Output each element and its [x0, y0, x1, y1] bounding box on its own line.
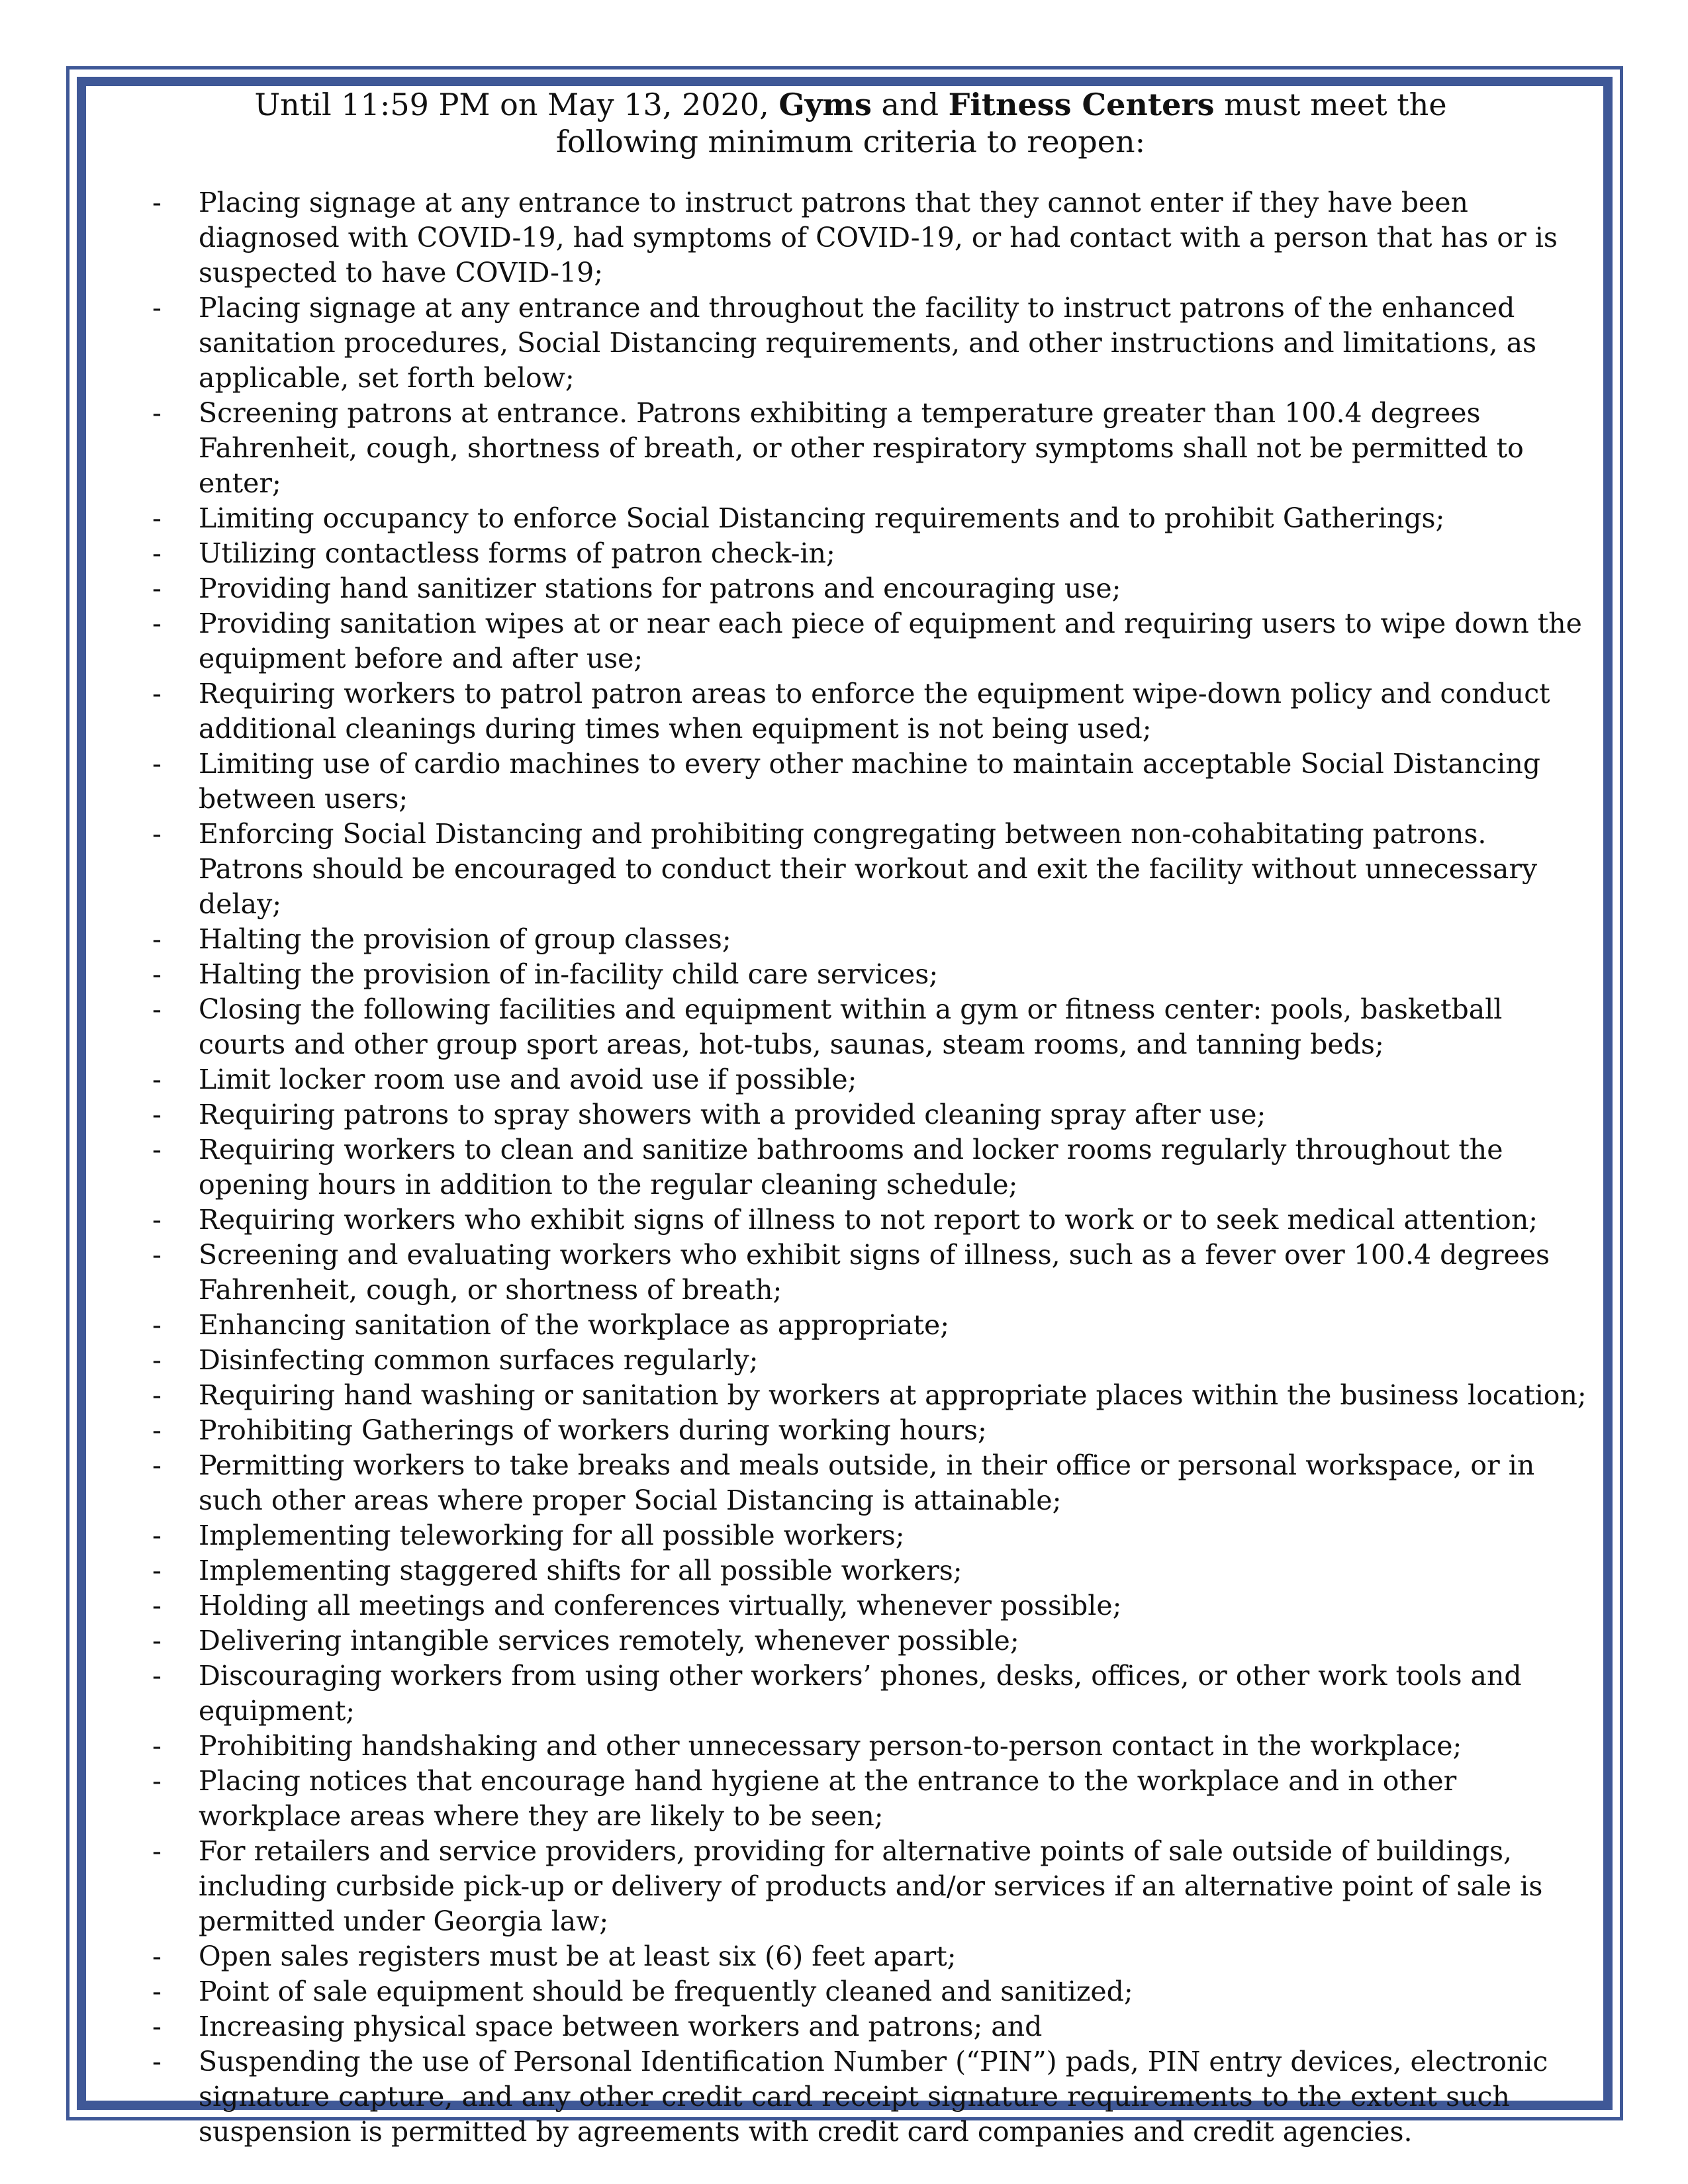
- criteria-list: [113, 185, 1589, 2150]
- bullet-dash: -: [152, 572, 162, 604]
- criteria-text: Open sales registers must be at least six (6) feet apart;: [199, 1940, 957, 1972]
- criteria-item: [113, 606, 1589, 676]
- criteria-text: Limiting use of cardio machines to every other machine to maintain acceptable Social Distancing between users;: [199, 748, 1540, 815]
- bullet-dash: -: [152, 1730, 162, 1762]
- heading-suffix: must meet the following minimum criteria to reopen:: [555, 87, 1447, 159]
- bullet-dash: -: [152, 187, 162, 218]
- criteria-text: Requiring workers to patrol patron areas to enforce the equipment wipe-down policy and conduct additional cleanings during times when equipment is not being used;: [199, 678, 1550, 745]
- criteria-item: [113, 1097, 1589, 1132]
- criteria-item: [113, 957, 1589, 992]
- bullet-dash: -: [152, 1344, 162, 1376]
- bullet-dash: -: [152, 1590, 162, 1621]
- criteria-item: [113, 1413, 1589, 1448]
- criteria-item: [113, 817, 1589, 922]
- criteria-item: [113, 747, 1589, 817]
- criteria-text: Implementing teleworking for all possible workers;: [199, 1520, 905, 1551]
- criteria-text: Delivering intangible services remotely, whenever possible;: [199, 1625, 1019, 1657]
- bullet-dash: -: [152, 292, 162, 324]
- bullet-dash: -: [152, 1835, 162, 1867]
- heading-gyms: Gyms: [778, 87, 872, 122]
- criteria-item: [113, 2009, 1589, 2044]
- heading-prefix: Until 11:59 PM on May 13, 2020,: [254, 87, 779, 122]
- bullet-dash: -: [152, 1765, 162, 1797]
- bullet-dash: -: [152, 1555, 162, 1586]
- criteria-text: Enforcing Social Distancing and prohibiting congregating between non-cohabitating patrons. Patrons should be encouraged to conduct their workout and exit the facility without unnecessary delay;: [199, 818, 1538, 920]
- criteria-text: Providing sanitation wipes at or near each piece of equipment and requiring users to wipe down the equipment before and after use;: [199, 608, 1582, 674]
- bullet-dash: -: [152, 1064, 162, 1095]
- criteria-text: Prohibiting handshaking and other unnecessary person-to-person contact in the workplace;: [199, 1730, 1462, 1762]
- bullet-dash: -: [152, 993, 162, 1025]
- criteria-item: [113, 501, 1589, 536]
- criteria-item: [113, 1132, 1589, 1203]
- bullet-dash: -: [152, 1309, 162, 1341]
- bullet-dash: -: [152, 1379, 162, 1411]
- criteria-text: Implementing staggered shifts for all possible workers;: [199, 1555, 962, 1586]
- bullet-dash: -: [152, 818, 162, 850]
- criteria-text: Utilizing contactless forms of patron check-in;: [199, 537, 835, 569]
- criteria-item: [113, 291, 1589, 396]
- criteria-item: [113, 571, 1589, 606]
- criteria-text: Limit locker room use and avoid use if possible;: [199, 1064, 857, 1095]
- criteria-item: [113, 1062, 1589, 1097]
- criteria-text: Discouraging workers from using other workers’ phones, desks, offices, or other work tools and equipment;: [199, 1660, 1522, 1727]
- bullet-dash: -: [152, 1976, 162, 2007]
- document-heading: [189, 86, 1513, 160]
- bullet-dash: -: [152, 1449, 162, 1481]
- bullet-dash: -: [152, 1134, 162, 1165]
- criteria-text: Providing hand sanitizer stations for patrons and encouraging use;: [199, 572, 1121, 604]
- criteria-text: Screening and evaluating workers who exhibit signs of illness, such as a fever over 100.4 degrees Fahrenheit, cough, or shortness of breath;: [199, 1239, 1550, 1306]
- bullet-dash: -: [152, 502, 162, 534]
- bullet-dash: -: [152, 608, 162, 639]
- bullet-dash: -: [152, 397, 162, 429]
- criteria-item: [113, 1308, 1589, 1343]
- bullet-dash: -: [152, 1239, 162, 1271]
- criteria-item: [113, 1729, 1589, 1764]
- criteria-text: Requiring workers who exhibit signs of illness to not report to work or to seek medical attention;: [199, 1204, 1538, 1236]
- criteria-text: Requiring patrons to spray showers with a provided cleaning spray after use;: [199, 1099, 1266, 1130]
- criteria-text: Closing the following facilities and equipment within a gym or fitness center: pools, basketball courts and other group sport areas, hot-tubs, saunas, steam rooms, and tanning beds;: [199, 993, 1503, 1060]
- criteria-item: [113, 1518, 1589, 1553]
- criteria-text: Placing signage at any entrance to instruct patrons that they cannot enter if they have been diagnosed with COVID-19, had symptoms of COVID-19, or had contact with a person that has or is suspected to have COVID-19;: [199, 187, 1558, 289]
- criteria-text: Screening patrons at entrance. Patrons exhibiting a temperature greater than 100.4 degrees Fahrenheit, cough, shortness of breath, or other respiratory symptoms shall not be permitted to enter;: [199, 397, 1524, 499]
- criteria-text: Holding all meetings and conferences virtually, whenever possible;: [199, 1590, 1122, 1621]
- bullet-dash: -: [152, 1660, 162, 1692]
- criteria-text: For retailers and service providers, providing for alternative points of sale outside of buildings, including curbside pick-up or delivery of products and/or services if an alternative point of sale is permitted under Georgia law;: [199, 1835, 1543, 1937]
- criteria-item: [113, 1659, 1589, 1729]
- criteria-text: Limiting occupancy to enforce Social Distancing requirements and to prohibit Gatherings;: [199, 502, 1445, 534]
- bullet-dash: -: [152, 1940, 162, 1972]
- criteria-text: Prohibiting Gatherings of workers during working hours;: [199, 1414, 987, 1446]
- criteria-item: [113, 676, 1589, 747]
- criteria-item: [113, 1588, 1589, 1623]
- criteria-item: [113, 536, 1589, 571]
- criteria-item: [113, 1203, 1589, 1238]
- criteria-item: [113, 922, 1589, 957]
- criteria-text: Point of sale equipment should be frequently cleaned and sanitized;: [199, 1976, 1133, 2007]
- criteria-item: [113, 1553, 1589, 1588]
- criteria-item: [113, 2044, 1589, 2150]
- criteria-item: [113, 185, 1589, 291]
- criteria-item: [113, 1238, 1589, 1308]
- criteria-text: Requiring workers to clean and sanitize bathrooms and locker rooms regularly throughout the opening hours in addition to the regular cleaning schedule;: [199, 1134, 1503, 1201]
- criteria-text: Requiring hand washing or sanitation by workers at appropriate places within the business location;: [199, 1379, 1587, 1411]
- bullet-dash: -: [152, 537, 162, 569]
- bullet-dash: -: [152, 1099, 162, 1130]
- criteria-item: [113, 1939, 1589, 1974]
- bullet-dash: -: [152, 1520, 162, 1551]
- bullet-dash: -: [152, 2011, 162, 2042]
- criteria-text: Suspending the use of Personal Identification Number (“PIN”) pads, PIN entry devices, electronic signature capture, and any other credit card receipt signature requirements to the extent such suspension is permitted by agreements with credit card companies and credit agencies.: [199, 2046, 1548, 2148]
- criteria-item: [113, 1974, 1589, 2009]
- heading-and: and: [871, 87, 949, 122]
- criteria-item: [113, 396, 1589, 501]
- criteria-item: [113, 992, 1589, 1062]
- criteria-text: Disinfecting common surfaces regularly;: [199, 1344, 759, 1376]
- bullet-dash: -: [152, 678, 162, 709]
- bullet-dash: -: [152, 748, 162, 780]
- criteria-text: Placing signage at any entrance and throughout the facility to instruct patrons of the enhanced sanitation procedures, Social Distancing requirements, and other instructions and limitations, as applicable, set forth below;: [199, 292, 1537, 394]
- criteria-item: [113, 1448, 1589, 1518]
- criteria-text: Halting the provision of in-facility child care services;: [199, 958, 939, 990]
- bullet-dash: -: [152, 1625, 162, 1657]
- criteria-text: Halting the provision of group classes;: [199, 923, 731, 955]
- heading-fitness-centers: Fitness Centers: [948, 87, 1215, 122]
- bullet-dash: -: [152, 923, 162, 955]
- criteria-item: [113, 1378, 1589, 1413]
- bullet-dash: -: [152, 1414, 162, 1446]
- criteria-text: Placing notices that encourage hand hygiene at the entrance to the workplace and in other workplace areas where they are likely to be seen;: [199, 1765, 1457, 1832]
- criteria-item: [113, 1623, 1589, 1659]
- document-body: [113, 86, 1589, 2150]
- bullet-dash: -: [152, 2046, 162, 2077]
- criteria-text: Enhancing sanitation of the workplace as appropriate;: [199, 1309, 950, 1341]
- bullet-dash: -: [152, 958, 162, 990]
- criteria-text: Permitting workers to take breaks and meals outside, in their office or personal workspace, or in such other areas where proper Social Distancing is attainable;: [199, 1449, 1535, 1516]
- criteria-item: [113, 1834, 1589, 1939]
- criteria-text: Increasing physical space between workers and patrons; and: [199, 2011, 1043, 2042]
- criteria-item: [113, 1343, 1589, 1378]
- criteria-item: [113, 1764, 1589, 1834]
- bullet-dash: -: [152, 1204, 162, 1236]
